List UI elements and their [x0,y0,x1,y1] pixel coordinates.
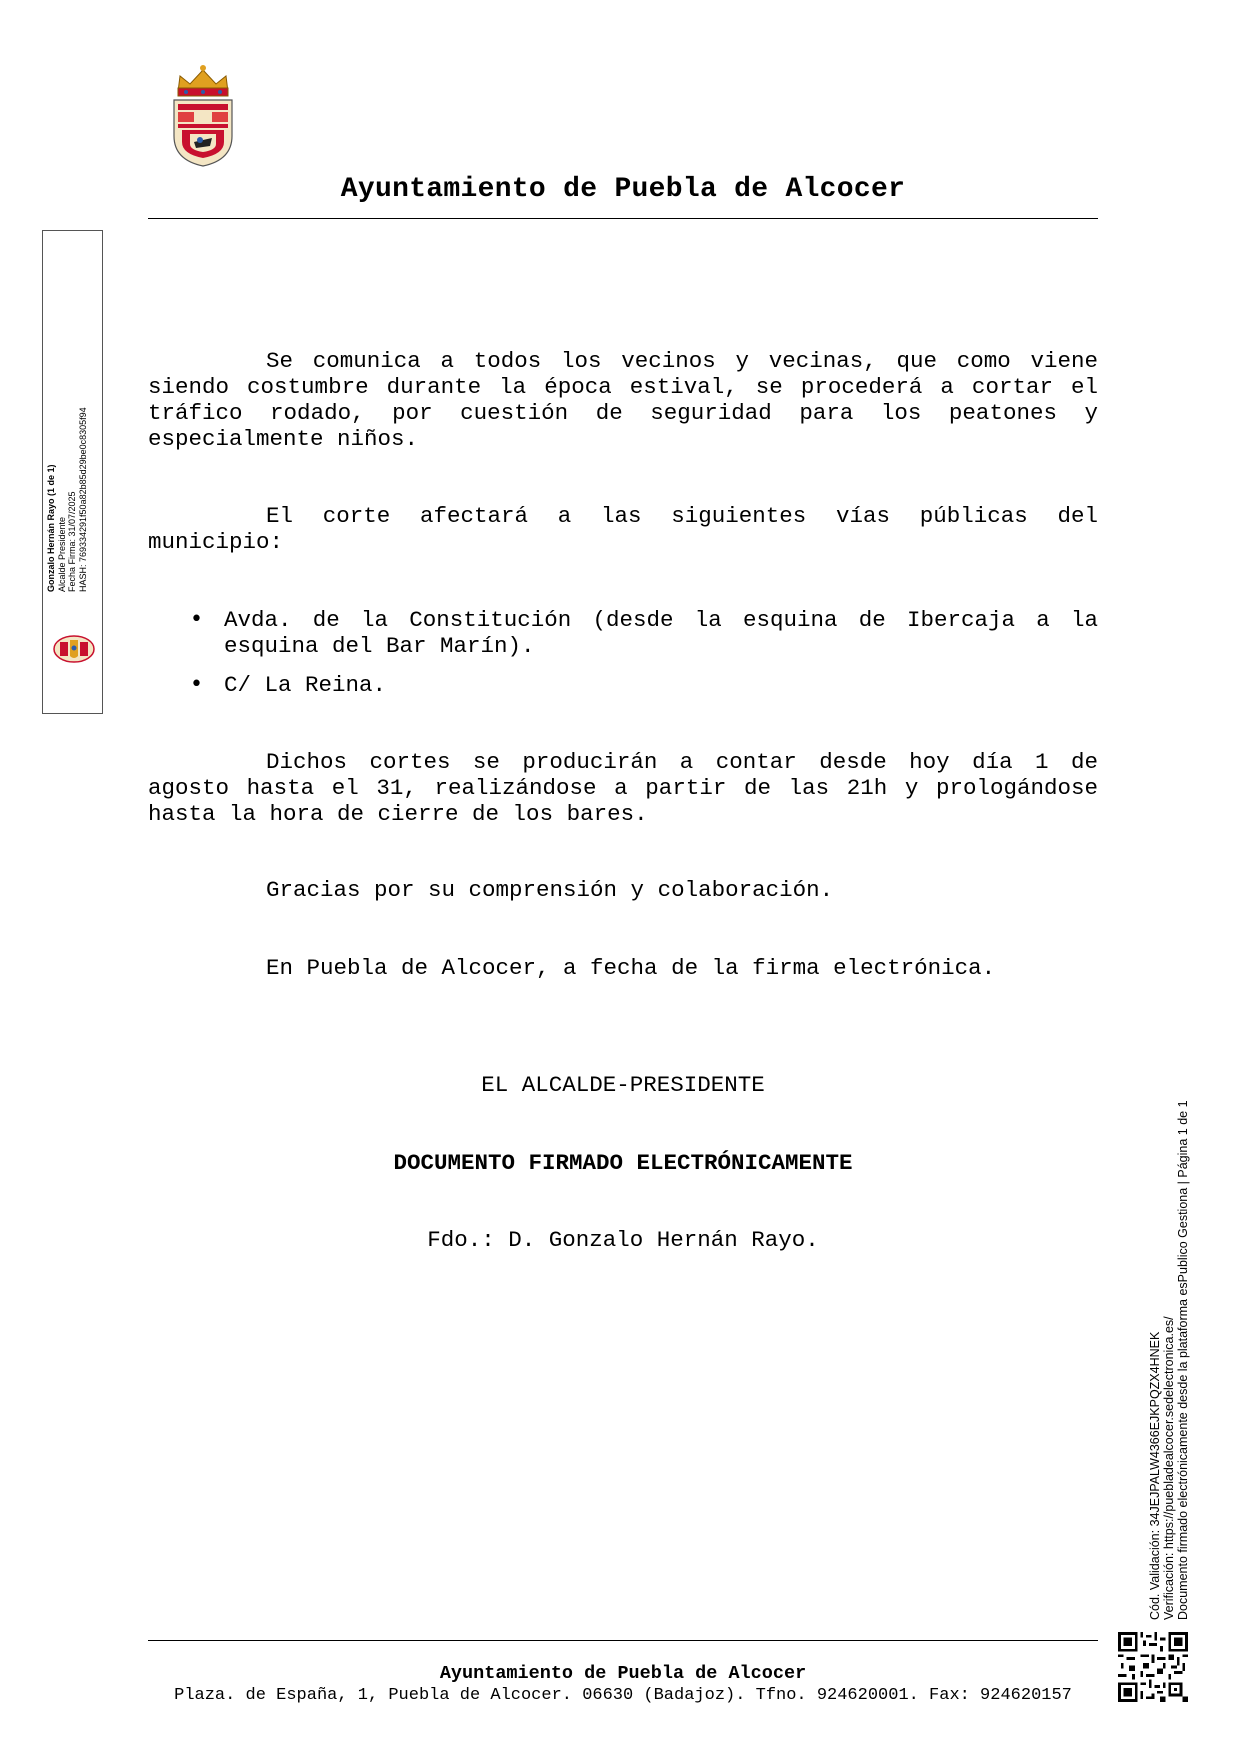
footer-title: Ayuntamiento de Puebla de Alcocer [439,1663,807,1684]
list-item [190,672,1098,698]
paragraph-thanks: Gracias por su comprensión y colaboración. [266,877,834,903]
crown-icon [178,65,228,96]
signer-name: Gonzalo Hernán Rayo (1 de 1) [46,464,56,592]
verification-url: Verificación: https://puebladealcocer.sedelectronica.es/ [1162,1316,1176,1620]
signature-stamp-text [46,162,96,592]
signature-date: Fecha Firma: 31/07/2025 [67,491,77,592]
paragraph-place-date: En Puebla de Alcocer, a fecha de la firma electrónica. [266,955,996,981]
signed-status: DOCUMENTO FIRMADO ELECTRÓNICAMENTE [393,1150,853,1176]
paragraph-affected-roads: El corte afectará a las siguientes vías públicas del municipio: [148,503,1098,555]
footer-address: Plaza. de España, 1, Puebla de Alcocer. 06630 (Badajoz). Tfno. 924620001. Fax: 924620157 [174,1686,1072,1705]
stamp-seal-icon [52,634,96,664]
road-item-text: Avda. de la Constitución (desde la esquina de Ibercaja a la esquina del Bar Marín). [224,607,1098,659]
paragraph-schedule: Dichos cortes se producirán a contar desde hoy día 1 de agosto hasta el 31, realizándose a partir de las 21h y prologándose hasta la hora de cierre de los bares. [148,749,1098,827]
signature-hash: HASH: 769334291f50a82b85d29be0c8305f94 [77,407,88,592]
bullet-icon: • [190,672,203,697]
platform-note: Documento firmado electrónicamente desde la plataforma esPublico Gestiona | Página 1 de 1 [1176,1100,1190,1620]
page-title: Ayuntamiento de Puebla de Alcocer [340,174,906,205]
coat-of-arms-logo [170,62,236,168]
list-item [190,607,1098,659]
road-list [190,607,1098,711]
validation-code: Cód. Validación: 34JEJPALW4366EJKPQZX4HNEK [1148,1331,1162,1620]
road-item-text: C/ La Reina. [224,672,387,698]
bullet-icon: • [190,607,203,632]
footer-divider [148,1640,1098,1641]
paragraph-announcement: Se comunica a todos los vecinos y vecinas, que como viene siendo costumbre durante la época estival, se procederá a cortar el tráfico rodado, por cuestión de seguridad para los peatones y especialmente niños. [148,348,1098,452]
signer-position: Alcalde Presidente [56,516,67,592]
header-divider [148,218,1098,219]
signed-by: Fdo.: D. Gonzalo Hernán Rayo. [427,1227,819,1253]
qr-code-icon [1118,1632,1188,1702]
verification-block [1148,1060,1208,1620]
signer-role: EL ALCALDE-PRESIDENTE [481,1072,765,1098]
